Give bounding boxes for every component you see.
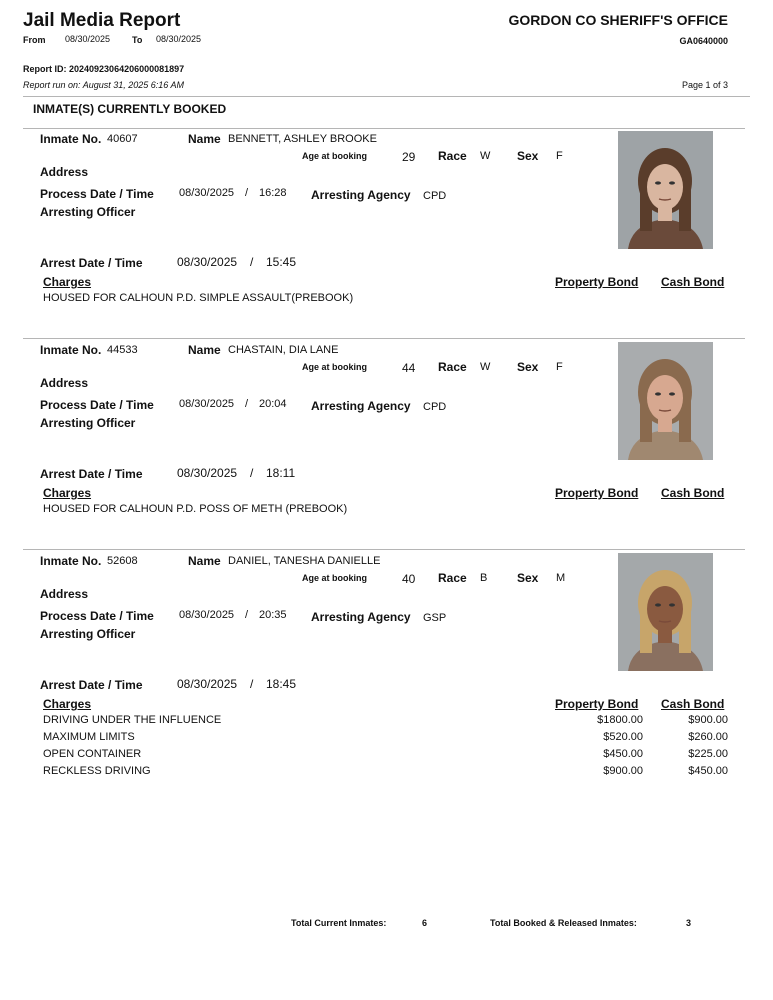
property-bond-amount: $450.00 bbox=[603, 748, 643, 760]
to-label: To bbox=[132, 35, 143, 45]
arresting-agency-label: Arresting Agency bbox=[311, 610, 411, 624]
arresting-agency-value: GSP bbox=[423, 612, 447, 624]
arresting-officer-label: Arresting Officer bbox=[40, 416, 136, 430]
arresting-agency-value: CPD bbox=[423, 401, 447, 413]
cash-bond-header: Cash Bond bbox=[661, 486, 725, 500]
property-bond-header: Property Bond bbox=[555, 275, 639, 289]
charges-header: Charges bbox=[43, 697, 92, 711]
age-value: 44 bbox=[402, 361, 416, 375]
charge-description: OPEN CONTAINER bbox=[43, 748, 142, 760]
process-date-label: Process Date / Time bbox=[40, 187, 154, 201]
race-label: Race bbox=[438, 360, 467, 374]
mugshot-photo bbox=[618, 553, 713, 671]
age-label: Age at booking bbox=[302, 573, 367, 583]
arrest-slash: / bbox=[250, 677, 254, 691]
sex-value: F bbox=[556, 361, 563, 373]
process-time: 20:35 bbox=[259, 609, 287, 621]
arrest-time: 18:11 bbox=[266, 466, 296, 480]
inmate-no-value: 44533 bbox=[107, 344, 138, 356]
name-label: Name bbox=[188, 132, 221, 146]
name-label: Name bbox=[188, 343, 221, 357]
cash-bond-amount: $450.00 bbox=[688, 765, 728, 777]
run-on-label: Report run on: bbox=[23, 80, 81, 90]
agency-name: GORDON CO SHERIFF'S OFFICE bbox=[508, 12, 728, 28]
property-bond-amount: $520.00 bbox=[603, 731, 643, 743]
arrest-date-label: Arrest Date / Time bbox=[40, 678, 143, 692]
cash-bond-amount: $225.00 bbox=[688, 748, 728, 760]
report-run-on bbox=[23, 80, 184, 90]
arresting-agency-value: CPD bbox=[423, 190, 447, 202]
inmate-no-label: Inmate No. bbox=[40, 343, 102, 357]
address-label: Address bbox=[40, 587, 89, 601]
charge-description: RECKLESS DRIVING bbox=[43, 765, 151, 777]
total-booked-released-value: 3 bbox=[686, 918, 692, 928]
inmate-no-label: Inmate No. bbox=[40, 554, 102, 568]
total-current-value: 6 bbox=[422, 918, 428, 928]
from-date: 08/30/2025 bbox=[65, 34, 111, 44]
age-value: 29 bbox=[402, 150, 416, 164]
section-divider bbox=[23, 128, 745, 129]
sex-label: Sex bbox=[517, 360, 539, 374]
address-label: Address bbox=[40, 376, 89, 390]
arresting-officer-label: Arresting Officer bbox=[40, 627, 136, 641]
race-label: Race bbox=[438, 571, 467, 585]
property-bond-header: Property Bond bbox=[555, 486, 639, 500]
property-bond-header: Property Bond bbox=[555, 697, 639, 711]
process-time: 16:28 bbox=[259, 187, 287, 199]
total-booked-released-label: Total Booked & Released Inmates: bbox=[490, 918, 637, 928]
arrest-date-label: Arrest Date / Time bbox=[40, 467, 143, 481]
from-label: From bbox=[23, 35, 46, 45]
inmate-divider bbox=[23, 338, 745, 339]
inmate-divider bbox=[23, 549, 745, 550]
name-label: Name bbox=[188, 554, 221, 568]
process-date-label: Process Date / Time bbox=[40, 609, 154, 623]
process-time: 20:04 bbox=[259, 398, 287, 410]
arrest-date: 08/30/2025 bbox=[177, 255, 238, 269]
arrest-slash: / bbox=[250, 466, 254, 480]
page-number: Page 1 of 3 bbox=[681, 80, 728, 90]
report-id-label: Report ID: bbox=[23, 64, 67, 74]
charges-header: Charges bbox=[43, 275, 92, 289]
section-title: INMATE(S) CURRENTLY BOOKED bbox=[33, 102, 227, 116]
process-slash: / bbox=[245, 609, 249, 621]
process-date-label: Process Date / Time bbox=[40, 398, 154, 412]
mugshot-photo bbox=[618, 131, 713, 249]
race-value: W bbox=[480, 150, 491, 162]
process-slash: / bbox=[245, 187, 249, 199]
arresting-agency-label: Arresting Agency bbox=[311, 188, 411, 202]
cash-bond-amount: $260.00 bbox=[688, 731, 728, 743]
charges-header: Charges bbox=[43, 486, 92, 500]
run-on-value: August 31, 2025 6:16 AM bbox=[82, 80, 184, 90]
sex-value: F bbox=[556, 150, 563, 162]
header-divider bbox=[23, 96, 750, 97]
process-date: 08/30/2025 bbox=[179, 398, 235, 410]
charge-description: HOUSED FOR CALHOUN P.D. POSS OF METH (PREBOOK) bbox=[43, 503, 348, 515]
charge-description: HOUSED FOR CALHOUN P.D. SIMPLE ASSAULT(PREBOOK) bbox=[43, 292, 354, 304]
inmate-no-value: 40607 bbox=[107, 133, 138, 145]
report-id bbox=[23, 64, 184, 74]
arrest-date: 08/30/2025 bbox=[177, 466, 238, 480]
report-title: Jail Media Report bbox=[23, 10, 181, 31]
cash-bond-header: Cash Bond bbox=[661, 697, 725, 711]
race-value: W bbox=[480, 361, 491, 373]
sex-value: M bbox=[556, 572, 566, 584]
cash-bond-header: Cash Bond bbox=[661, 275, 725, 289]
inmate-no-value: 52608 bbox=[107, 555, 138, 567]
age-value: 40 bbox=[402, 572, 416, 586]
inmate-name: CHASTAIN, DIA LANE bbox=[228, 344, 339, 356]
arrest-time: 15:45 bbox=[266, 255, 297, 269]
charge-description: DRIVING UNDER THE INFLUENCE bbox=[43, 714, 222, 726]
process-date: 08/30/2025 bbox=[179, 609, 235, 621]
race-value: B bbox=[480, 572, 488, 584]
report-id-value: 20240923064206000081897 bbox=[69, 64, 185, 74]
charge-description: MAXIMUM LIMITS bbox=[43, 731, 135, 743]
inmate-name: DANIEL, TANESHA DANIELLE bbox=[228, 555, 381, 567]
cash-bond-amount: $900.00 bbox=[688, 714, 728, 726]
property-bond-amount: $900.00 bbox=[603, 765, 643, 777]
sex-label: Sex bbox=[517, 149, 539, 163]
arrest-slash: / bbox=[250, 255, 254, 269]
age-label: Age at booking bbox=[302, 362, 367, 372]
to-date: 08/30/2025 bbox=[156, 34, 202, 44]
total-current-label: Total Current Inmates: bbox=[291, 918, 387, 928]
arrest-date-label: Arrest Date / Time bbox=[40, 256, 143, 270]
arrest-date: 08/30/2025 bbox=[177, 677, 238, 691]
sex-label: Sex bbox=[517, 571, 539, 585]
arrest-time: 18:45 bbox=[266, 677, 297, 691]
race-label: Race bbox=[438, 149, 467, 163]
address-label: Address bbox=[40, 165, 89, 179]
age-label: Age at booking bbox=[302, 151, 367, 161]
inmate-name: BENNETT, ASHLEY BROOKE bbox=[228, 133, 377, 145]
arresting-officer-label: Arresting Officer bbox=[40, 205, 136, 219]
property-bond-amount: $1800.00 bbox=[597, 714, 643, 726]
process-slash: / bbox=[245, 398, 249, 410]
arresting-agency-label: Arresting Agency bbox=[311, 399, 411, 413]
mugshot-photo bbox=[618, 342, 713, 460]
inmate-no-label: Inmate No. bbox=[40, 132, 102, 146]
process-date: 08/30/2025 bbox=[179, 187, 235, 199]
agency-code: GA0640000 bbox=[679, 36, 728, 46]
